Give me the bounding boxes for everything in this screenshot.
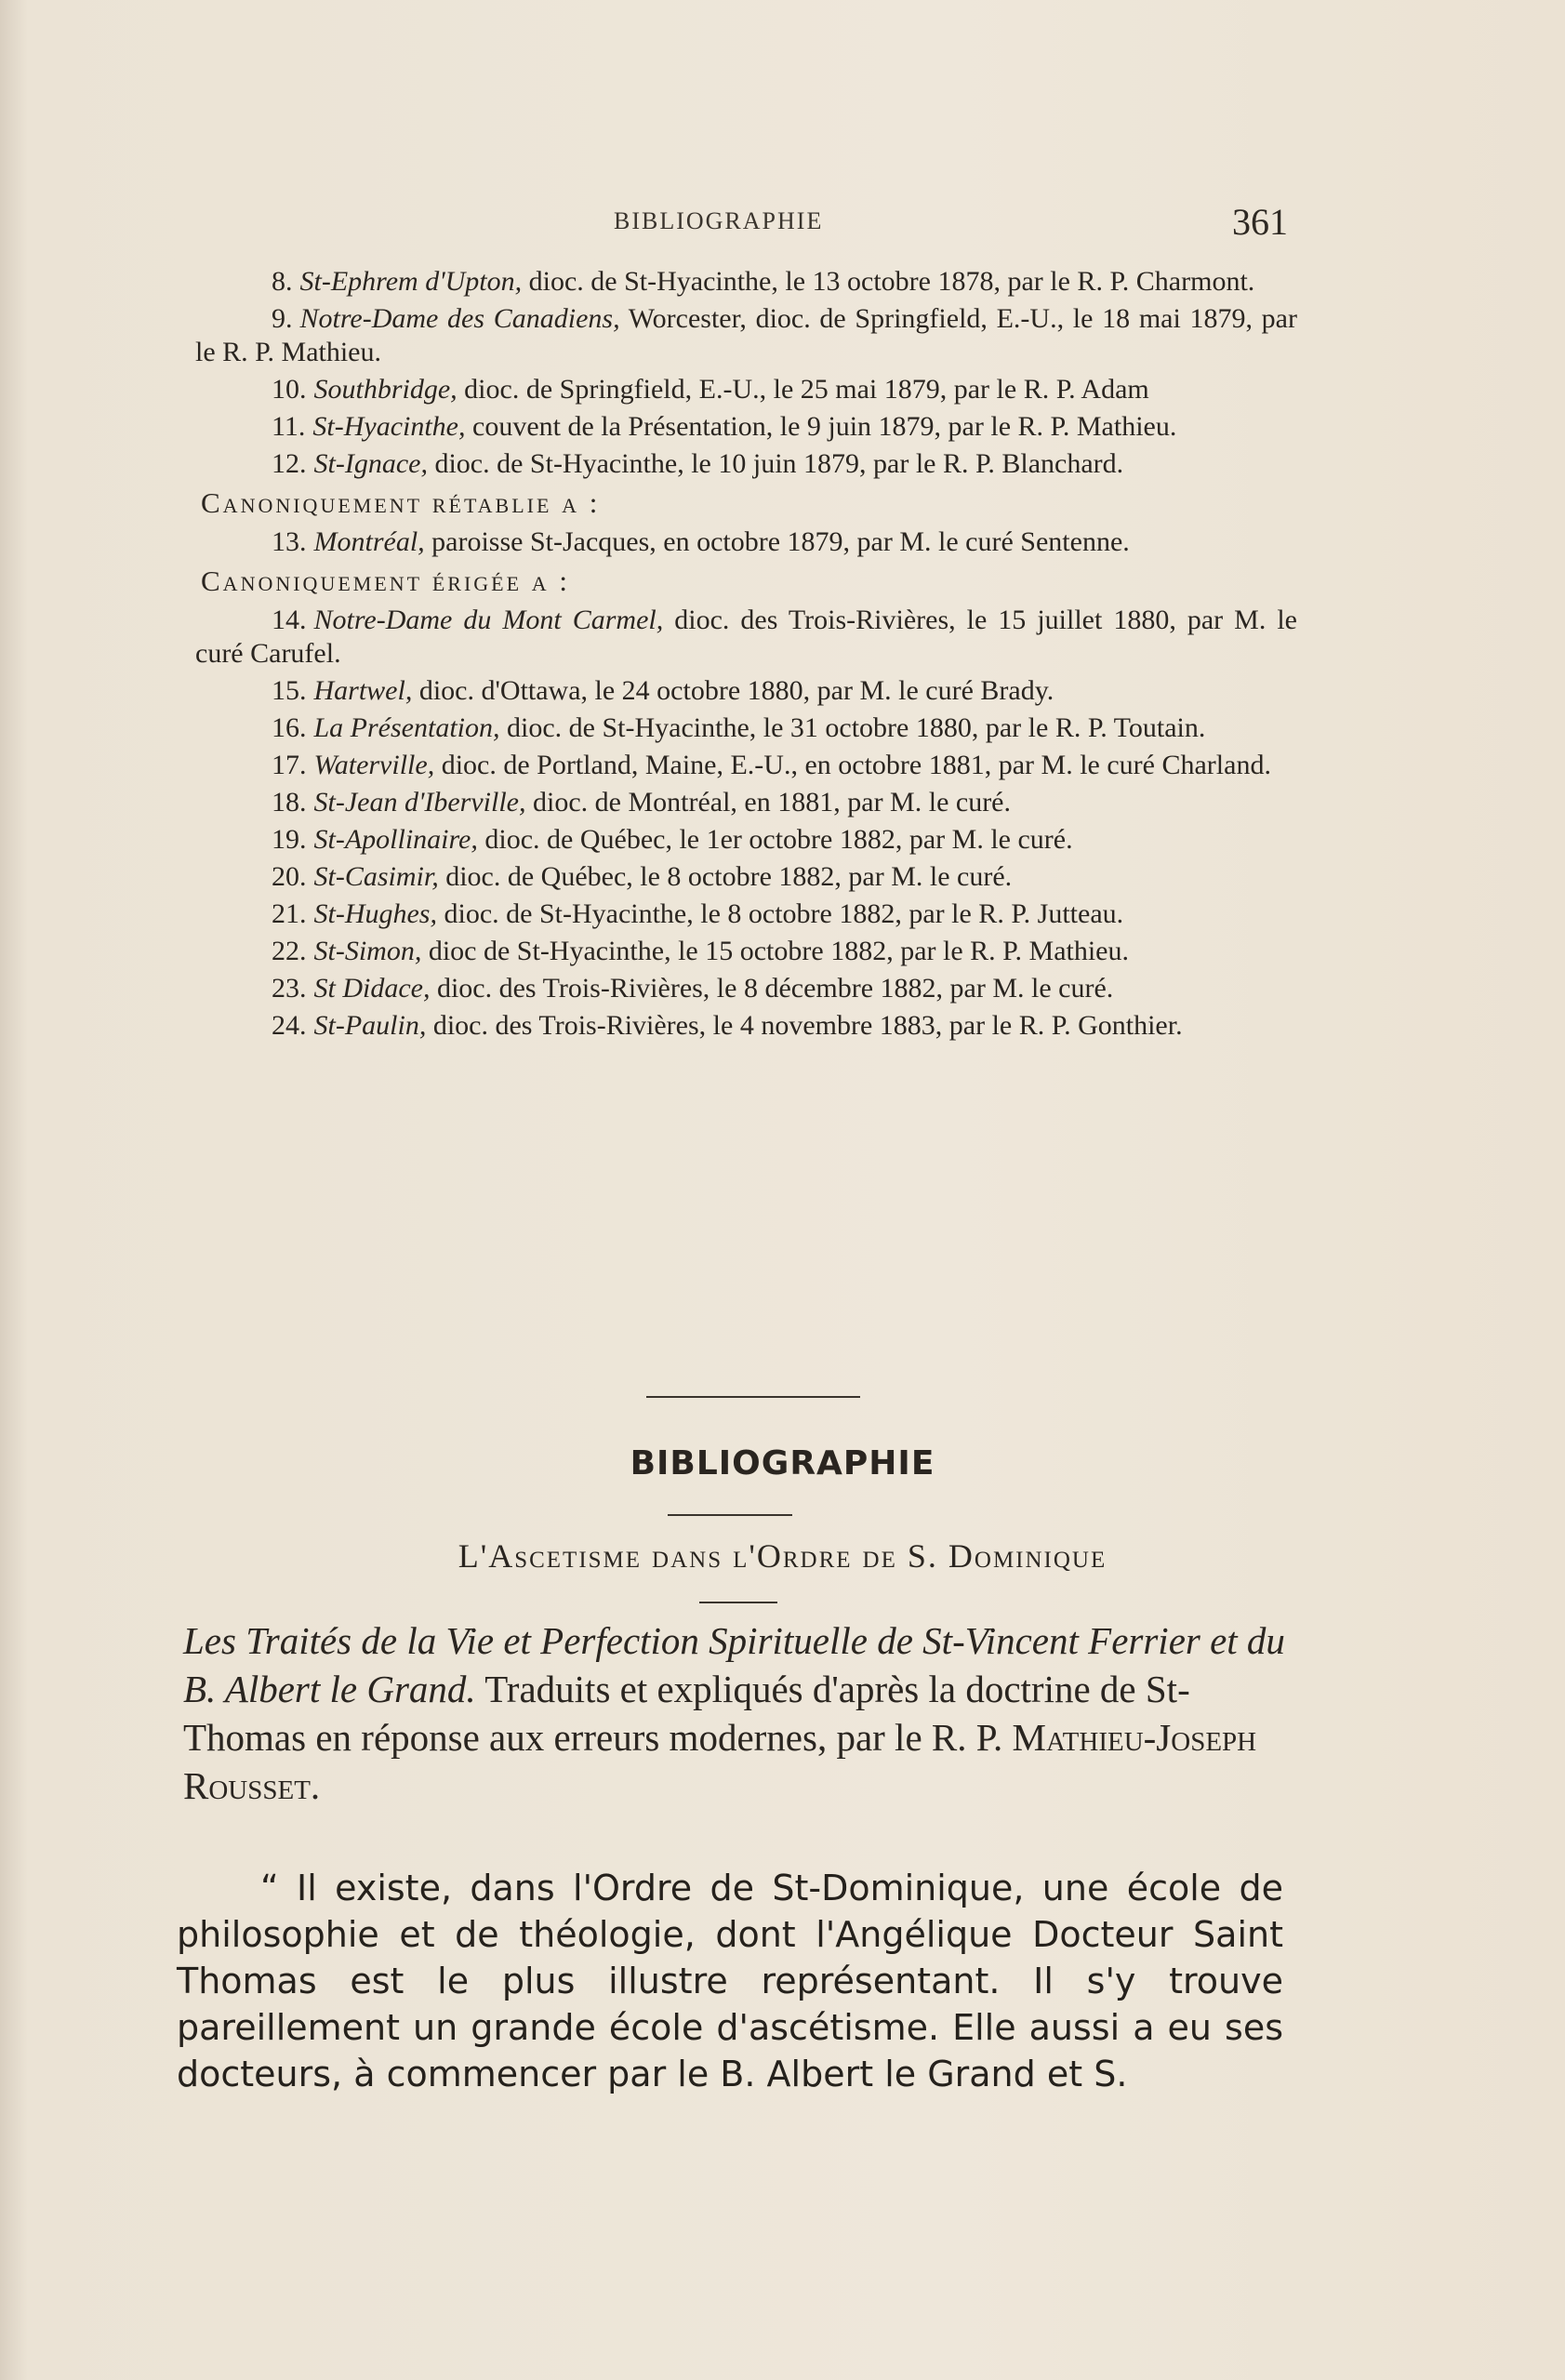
- section-heading-retablie: Canoniquement rétablie a :: [201, 486, 601, 519]
- list-item: [195, 935, 1297, 968]
- entry-place: St-Casimir,: [313, 861, 439, 892]
- entry-number: 11.: [272, 411, 306, 442]
- list-item: [195, 265, 1297, 299]
- entry-place: St Didace,: [313, 973, 431, 1004]
- entry-number: 18.: [272, 787, 307, 818]
- book-description: Traduits et expliqués d'après la doctrine de St-Thomas en réponse aux erreurs modernes, par le: [183, 1668, 1190, 1759]
- entry-place: Hartwel,: [313, 675, 413, 706]
- entry-number: 20.: [272, 861, 307, 892]
- entry-place: Montréal,: [313, 526, 425, 557]
- section-heading-erigee: Canoniquement érigée a :: [201, 565, 571, 597]
- running-head: BIBLIOGRAPHIE: [614, 207, 824, 234]
- entry-place: St-Apollinaire,: [313, 824, 478, 855]
- book-reference: [183, 1616, 1285, 1810]
- entry-place: St-Ephrem d'Upton,: [299, 266, 523, 297]
- entry-number: 22.: [272, 936, 307, 966]
- entry-place: St-Simon,: [313, 936, 422, 966]
- entry-number: 10.: [272, 374, 307, 405]
- bibliographie-title: BIBLIOGRAPHIE: [630, 1444, 935, 1483]
- entry-place: St-Ignace,: [313, 448, 428, 479]
- entry-text: dioc. des Trois-Rivières, le 8 décembre 1882, par M. le curé.: [436, 973, 1114, 1004]
- entry-place: Southbridge,: [313, 374, 458, 405]
- entry-number: 9.: [272, 303, 293, 334]
- entry-text: dioc. de Springfield, E.-U., le 25 mai 1879, par le R. P. Adam: [464, 374, 1149, 405]
- book-author: R. P. Mathieu-Joseph Rousset.: [183, 1716, 1257, 1807]
- entry-text: dioc. d'Ottawa, le 24 octobre 1880, par M. le curé Brady.: [418, 675, 1054, 706]
- entry-text: dioc. de Montréal, en 1881, par M. le curé.: [533, 787, 1011, 818]
- article-title: L'Ascetisme dans l'Ordre de S. Dominique: [458, 1537, 1107, 1575]
- list-item: [195, 860, 1297, 894]
- list-item: [195, 302, 1297, 369]
- entry-text: dioc de St-Hyacinthe, le 15 octobre 1882, par le R. P. Mathieu.: [428, 936, 1129, 966]
- quote-paragraph: “ Il existe, dans l'Ordre de St-Dominique, une école de philosophie et de théologie, dont l'Angélique Docteur Saint Thomas est le plus illustre représentant. Il s'y trouve pareillement un grande école d'ascétisme. Elle aussi a eu ses docteurs, à commencer par le B. Albert le Grand et S.: [177, 1868, 1283, 2094]
- entry-text: dioc. de St-Hyacinthe, le 10 juin 1879, par le R. P. Blanchard.: [434, 448, 1124, 479]
- list-item: [195, 604, 1297, 671]
- entry-place: St-Paulin,: [313, 1010, 427, 1041]
- entry-text: dioc. des Trois-Rivières, le 4 novembre 1883, par le R. P. Gonthier.: [432, 1010, 1183, 1041]
- entry-text: dioc. de Portland, Maine, E.-U., en octobre 1881, par M. le curé Charland.: [441, 750, 1271, 780]
- book-title: Les Traités de la Vie et Perfection Spirituelle de St-Vincent Ferrier et du B. Albert le Grand.: [183, 1619, 1285, 1710]
- list-item: [195, 823, 1297, 857]
- entry-place: St-Hughes,: [313, 898, 437, 929]
- entry-place: St-Jean d'Iberville,: [313, 787, 526, 818]
- section-divider: [646, 1396, 860, 1398]
- list-item: [195, 373, 1297, 406]
- entry-place: St-Hyacinthe,: [312, 411, 466, 442]
- entry-text: Worcester, dioc. de Springfield, E.-U., le 18 mai 1879, par le R. P. Mathieu.: [195, 303, 1297, 367]
- entry-text: paroisse St-Jacques, en octobre 1879, par M. le curé Sentenne.: [431, 526, 1130, 557]
- entry-place: Waterville,: [313, 750, 435, 780]
- article-divider: [699, 1602, 777, 1603]
- entry-number: 21.: [272, 898, 307, 929]
- entry-text: dioc. des Trois-Rivières, le 15 juillet 1880, par M. le curé Carufel.: [195, 605, 1297, 669]
- entry-number: 16.: [272, 712, 307, 743]
- entry-number: 13.: [272, 526, 307, 557]
- entry-number: 8.: [272, 266, 293, 297]
- entry-number: 19.: [272, 824, 307, 855]
- entry-number: 17.: [272, 750, 307, 780]
- entry-text: dioc. de St-Hyacinthe, le 8 octobre 1882, par le R. P. Jutteau.: [444, 898, 1124, 929]
- entry-number: 14.: [272, 605, 307, 635]
- parish-list: [195, 265, 1297, 1046]
- entry-text: dioc. de St-Hyacinthe, le 31 octobre 1880, par le R. P. Toutain.: [507, 712, 1206, 743]
- list-item: [195, 410, 1297, 444]
- list-item: [195, 749, 1297, 782]
- entry-text: couvent de la Présentation, le 9 juin 1879, par le R. P. Mathieu.: [472, 411, 1177, 442]
- entry-text: dioc. de Québec, le 8 octobre 1882, par M. le curé.: [445, 861, 1013, 892]
- page-number: 361: [1232, 201, 1288, 243]
- entry-number: 24.: [272, 1010, 307, 1041]
- page-header: [0, 200, 1565, 256]
- list-item: [195, 525, 1297, 559]
- entry-place: La Présentation,: [313, 712, 500, 743]
- entry-number: 23.: [272, 973, 307, 1004]
- list-item: [195, 972, 1297, 1005]
- list-item: [195, 674, 1297, 708]
- list-item: [195, 897, 1297, 931]
- entry-number: 15.: [272, 675, 307, 706]
- entry-text: dioc. de Québec, le 1er octobre 1882, par M. le curé.: [484, 824, 1073, 855]
- entry-place: Notre-Dame des Canadiens,: [299, 303, 620, 334]
- list-item: [195, 447, 1297, 481]
- list-item: [195, 786, 1297, 819]
- entry-place: Notre-Dame du Mont Carmel,: [313, 605, 664, 635]
- entry-number: 12.: [272, 448, 307, 479]
- entry-text: dioc. de St-Hyacinthe, le 13 octobre 1878, par le R. P. Charmont.: [528, 266, 1255, 297]
- title-divider: [668, 1514, 792, 1516]
- list-item: [195, 1009, 1297, 1043]
- list-item: [195, 711, 1297, 745]
